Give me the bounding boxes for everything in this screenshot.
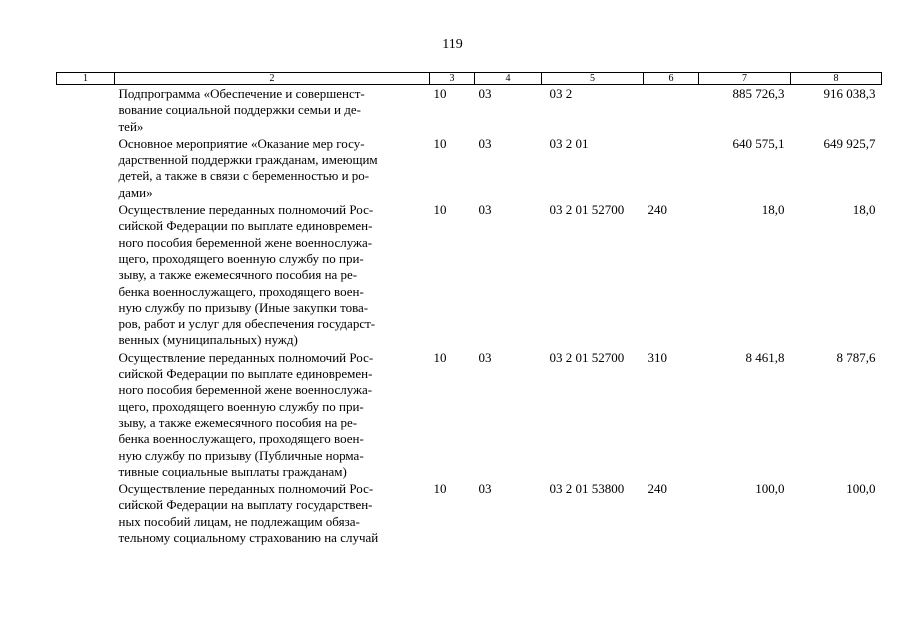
col1-cell — [57, 480, 115, 546]
name-line: Осуществление переданных полномочий Рос- — [118, 481, 374, 497]
subsection-code: 03 — [478, 202, 492, 218]
item-name — [115, 480, 430, 546]
col1-cell — [57, 85, 115, 135]
name-line: дами» — [118, 184, 153, 200]
header-cell: 2 — [115, 73, 430, 85]
section-code: 10 — [433, 349, 447, 365]
col1-cell — [57, 201, 115, 349]
subsection-code: 03 — [478, 135, 492, 151]
name-line: зыву, а также ежемесячного пособия на ре- — [118, 414, 358, 430]
page-number: 119 — [442, 37, 463, 52]
header-cell: 7 — [699, 73, 791, 85]
table-row — [57, 480, 882, 546]
name-line: вование социальной поддержки семьи и де- — [118, 102, 361, 118]
name-line: Основное мероприятие «Оказание мер госу- — [118, 135, 365, 151]
name-line: ную службу по призыву (Иные закупки това- — [118, 299, 369, 315]
name-line: Осуществление переданных полномочий Рос- — [118, 202, 374, 218]
header-cell: 1 — [57, 73, 115, 85]
name-line: венных (муниципальных) нужд) — [118, 332, 298, 348]
section-code: 10 — [433, 86, 447, 101]
name-line: зыву, а также ежемесячного пособия на ре- — [118, 267, 358, 283]
amount-col7: 18,0 — [761, 202, 785, 218]
name-line: детей, а также в связи с беременностью и ро- — [118, 168, 370, 184]
expense-type-code — [644, 135, 699, 201]
name-line: сийской Федерации по выплате единовремен- — [118, 218, 373, 234]
name-line: щего, проходящего военную службу по при- — [118, 398, 364, 414]
name-line: сийской Федерации по выплате единовремен- — [118, 366, 373, 382]
item-name — [115, 135, 430, 201]
target-article-code: 03 2 01 53800 — [549, 481, 625, 497]
header-cell: 5 — [542, 73, 644, 85]
name-line: тей» — [118, 118, 144, 134]
header-cell: 8 — [791, 73, 882, 85]
item-name — [115, 349, 430, 480]
subsection-code: 03 — [478, 349, 492, 365]
amount-col7: 885 726,3 — [732, 86, 785, 101]
amount-col7: 100,0 — [755, 481, 785, 497]
subsection-code: 03 — [478, 86, 492, 101]
table-row — [57, 201, 882, 349]
amount-col8: 649 925,7 — [823, 135, 876, 151]
name-line: ного пособия беременной жене военнослужа- — [118, 234, 373, 250]
amount-col8: 916 038,3 — [823, 86, 876, 101]
table-row — [57, 85, 882, 135]
column-number-header — [57, 73, 882, 85]
expense-type-code — [644, 85, 699, 135]
table-row — [57, 135, 882, 201]
item-name — [115, 85, 430, 135]
subsection-code: 03 — [478, 481, 492, 497]
name-line: Осуществление переданных полномочий Рос- — [118, 349, 374, 365]
col1-cell — [57, 135, 115, 201]
target-article-code: 03 2 — [549, 86, 573, 101]
name-line: бенка военнослужащего, проходящего воен- — [118, 283, 364, 299]
name-line: ров, работ и услуг для обеспечения государст- — [118, 316, 376, 332]
name-line: тельному социальному страхованию на случай — [118, 530, 379, 546]
expense-type-code: 240 — [647, 481, 667, 497]
expense-type-code: 240 — [647, 202, 667, 218]
amount-col8: 18,0 — [852, 202, 876, 218]
name-line: ных пособий лицам, не подлежащим обяза- — [118, 513, 360, 529]
name-line: ного пособия беременной жене военнослужа- — [118, 382, 373, 398]
header-cell: 4 — [475, 73, 542, 85]
amount-col7: 8 461,8 — [745, 349, 785, 365]
budget-table — [56, 72, 882, 546]
section-code: 10 — [433, 202, 447, 218]
amount-col7: 640 575,1 — [732, 135, 785, 151]
target-article-code: 03 2 01 — [549, 135, 589, 151]
name-line: дарственной поддержки гражданам, имеющим — [118, 152, 378, 168]
header-cell: 3 — [430, 73, 475, 85]
section-code: 10 — [433, 481, 447, 497]
section-code: 10 — [433, 135, 447, 151]
name-line: сийской Федерации на выплату государствен- — [118, 497, 373, 513]
amount-col8: 100,0 — [846, 481, 876, 497]
name-line: ную службу по призыву (Публичные норма- — [118, 447, 364, 463]
name-line: Подпрограмма «Обеспечение и совершенст- — [118, 86, 365, 101]
name-line: тивные социальные выплаты гражданам) — [118, 463, 347, 479]
target-article-code: 03 2 01 52700 — [549, 349, 625, 365]
col1-cell — [57, 349, 115, 480]
table-row — [57, 349, 882, 480]
name-line: бенка военнослужащего, проходящего воен- — [118, 431, 364, 447]
expense-type-code: 310 — [647, 349, 667, 365]
header-cell: 6 — [644, 73, 699, 85]
item-name — [115, 201, 430, 349]
target-article-code: 03 2 01 52700 — [549, 202, 625, 218]
name-line: щего, проходящего военную службу по при- — [118, 250, 364, 266]
amount-col8: 8 787,6 — [836, 349, 876, 365]
